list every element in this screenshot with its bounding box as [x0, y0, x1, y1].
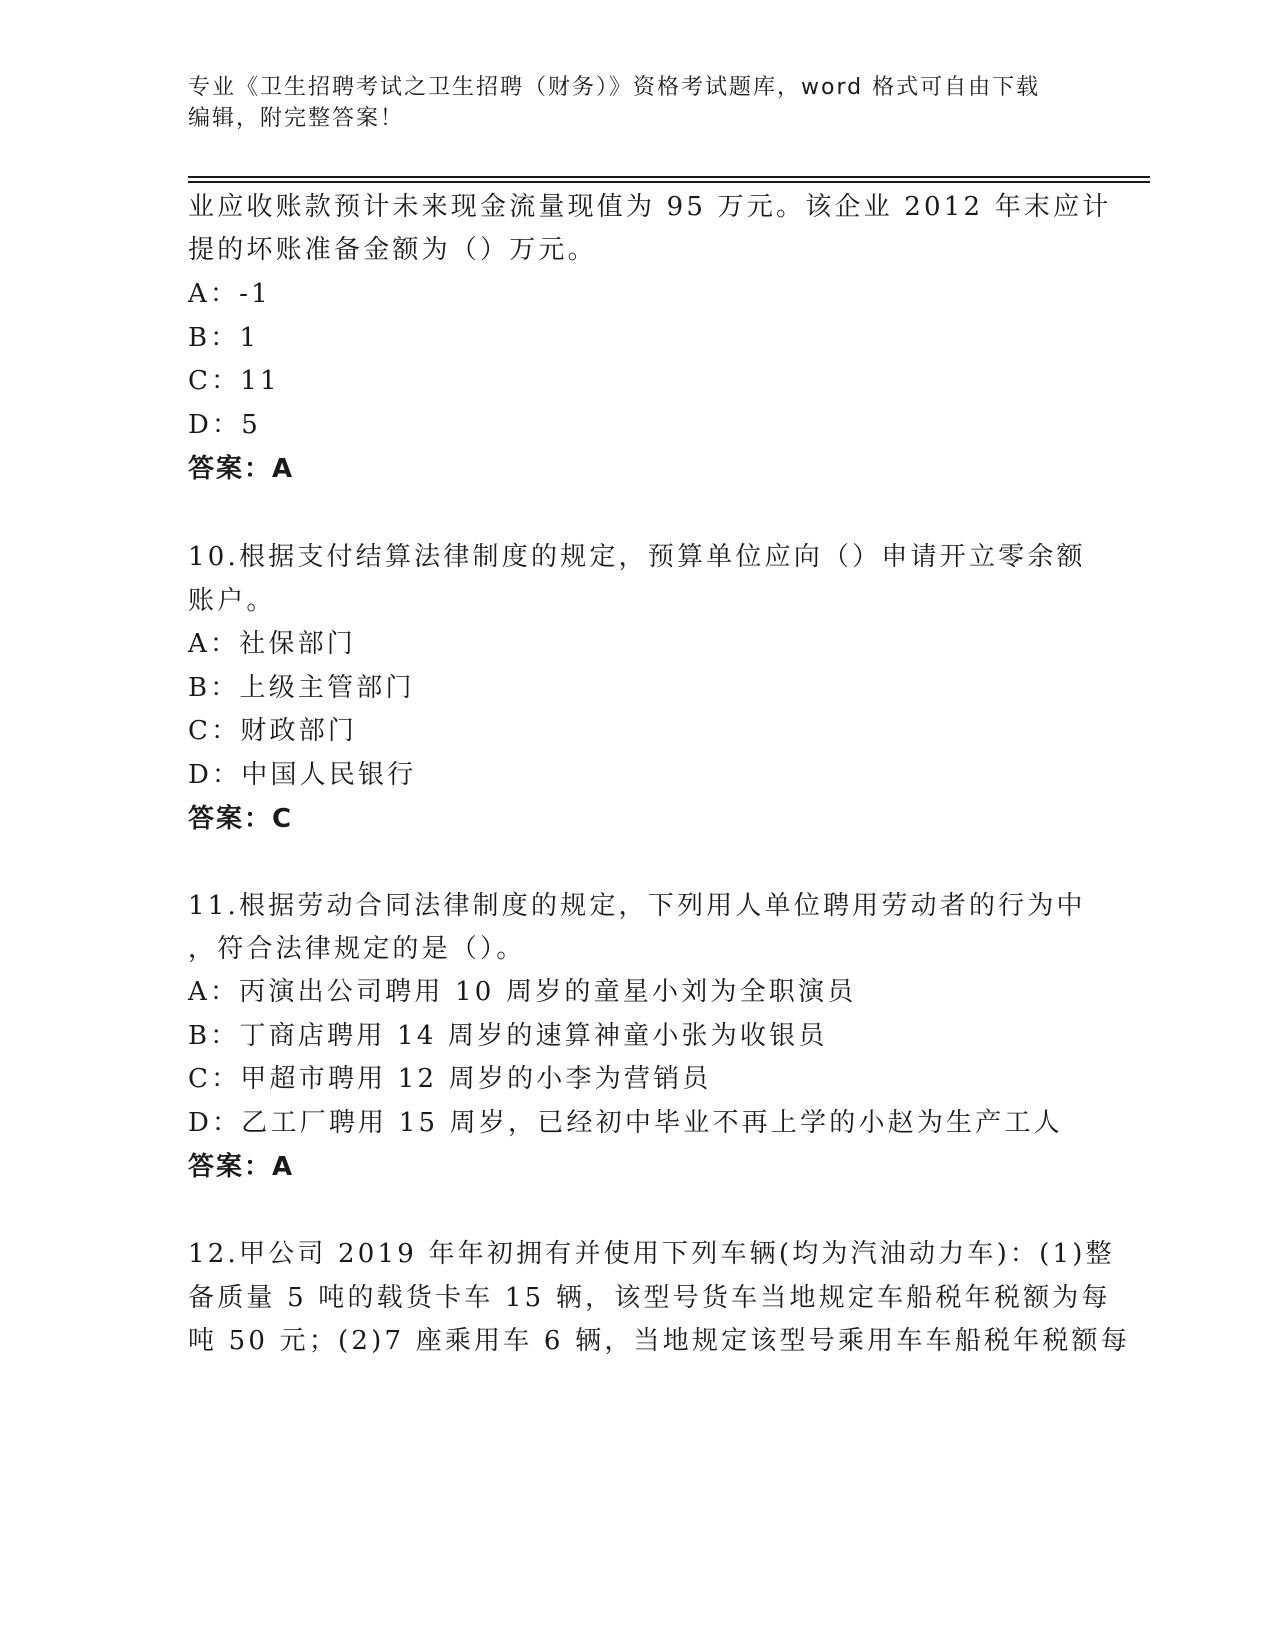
q11-option-c: C：甲超市聘用 12 周岁的小李为营销员: [188, 1064, 712, 1094]
q11-option-b: B：丁商店聘用 14 周岁的速算神童小张为收银员: [188, 1021, 828, 1051]
q9-option-c: C：11: [188, 366, 280, 396]
q10-option-c: C：财政部门: [188, 716, 358, 746]
q9-stem-line-2: 提的坏账准备金额为（）万元。: [188, 235, 597, 265]
header-line-1: 专业《卫生招聘考试之卫生招聘（财务）》资格考试题库，word 格式可自由下载: [188, 75, 1041, 100]
q10-stem-line-2: 账户。: [188, 586, 276, 616]
q9-option-b: B：1: [188, 323, 260, 353]
q9-stem-line-1: 业应收账款预计未来现金流量现值为 95 万元。该企业 2012 年末应计: [188, 192, 1112, 222]
header-line-2: 编辑，附完整答案！: [188, 106, 405, 131]
q11-option-a: A：丙演出公司聘用 10 周岁的童星小刘为全职演员: [188, 977, 857, 1007]
q11-stem-line-2: ，符合法律规定的是（）。: [188, 934, 526, 964]
q10-option-b: B：上级主管部门: [188, 673, 415, 703]
q12-stem-line-3: 吨 50 元；(2)7 座乘用车 6 辆，当地规定该型号乘用车车船税年税额每: [188, 1326, 1130, 1356]
q12-stem-line-1: 12.甲公司 2019 年年初拥有并使用下列车辆(均为汽油动力车)：(1)整: [188, 1239, 1115, 1269]
q9-option-a: A：-1: [188, 279, 271, 309]
q10-option-d: D：中国人民银行: [188, 760, 417, 790]
document-header: [188, 72, 1088, 134]
q11-option-d: D：乙工厂聘用 15 周岁，已经初中毕业不再上学的小赵为生产工人: [188, 1108, 1063, 1138]
q11-answer: 答案：A: [188, 1152, 295, 1182]
header-rule-top: [188, 176, 1150, 178]
q10-answer: 答案：C: [188, 804, 294, 834]
header-rule-bottom: [188, 181, 1150, 183]
q10-stem-line-1: 10.根据支付结算法律制度的规定，预算单位应向（）申请开立零余额: [188, 542, 1086, 572]
q10-option-a: A：社保部门: [188, 629, 356, 659]
q12-stem-line-2: 备质量 5 吨的载货卡车 15 辆，该型号货车当地规定车船税年税额为每: [188, 1283, 1111, 1313]
q9-option-d: D：5: [188, 410, 261, 440]
q9-answer: 答案：A: [188, 454, 295, 484]
q11-stem-line-1: 11.根据劳动合同法律制度的规定，下列用人单位聘用劳动者的行为中: [188, 891, 1086, 921]
